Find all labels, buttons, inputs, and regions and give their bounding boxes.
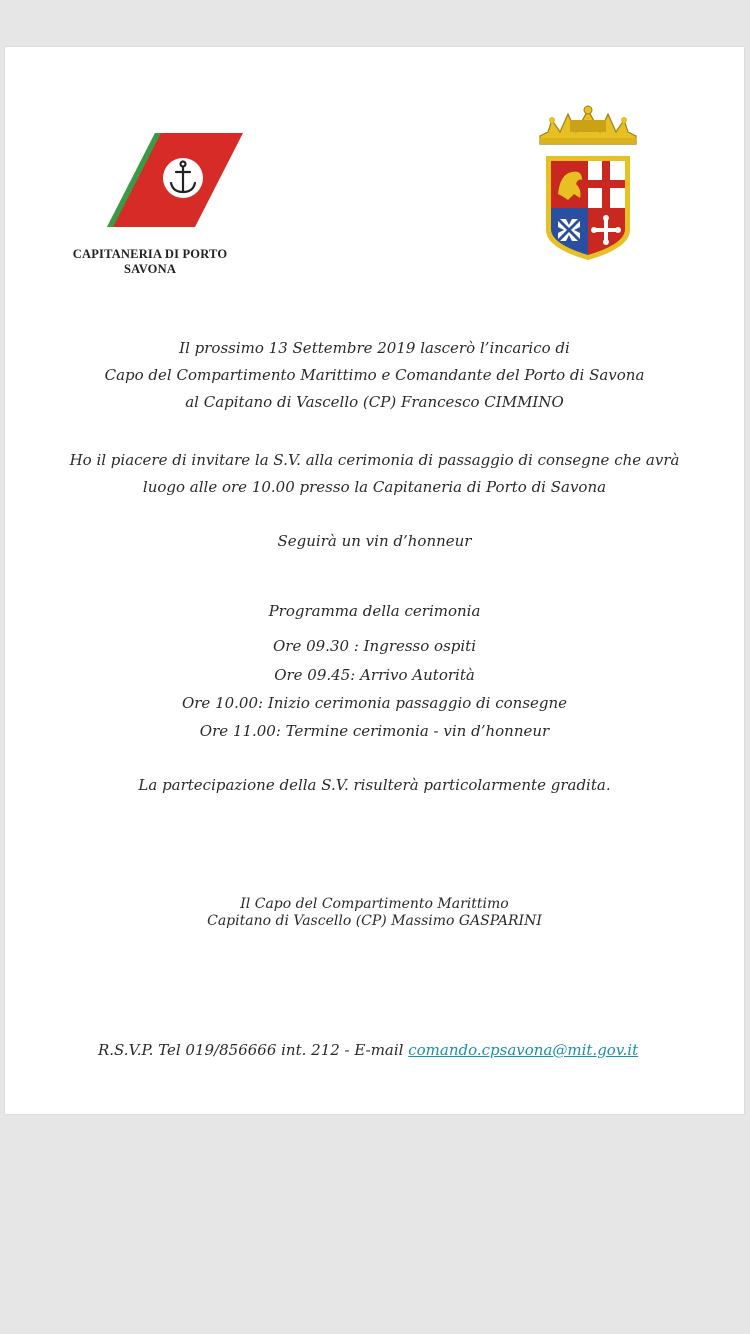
program-title: Programma della cerimonia xyxy=(268,602,481,620)
invitation-line-2: luogo alle ore 10.00 presso la Capitaneria di Porto di Savona xyxy=(142,478,607,496)
rsvp-line xyxy=(98,1041,638,1059)
naval-coat-of-arms-icon xyxy=(532,102,644,262)
invitation-line-1: Ho il piacere di invitare la S.V. alla cerimonia di passaggio di consegne che avrà xyxy=(69,451,680,469)
coast-guard-caption xyxy=(45,247,255,277)
program-item: Ore 09.45: Arrivo Autorità xyxy=(274,666,475,684)
intro-line-3: al Capitano di Vascello (CP) Francesco CIMMINO xyxy=(185,393,564,411)
program-item: Ore 11.00: Termine cerimonia - vin d’honneur xyxy=(199,722,550,740)
rsvp-email-link[interactable]: comando.cpsavona@mit.gov.it xyxy=(408,1041,639,1059)
signature-line-1: Il Capo del Compartimento Marittimo xyxy=(240,896,509,912)
rsvp-text: R.S.V.P. Tel 019/856666 int. 212 - E-mail xyxy=(98,1041,404,1059)
closing-line: La partecipazione della S.V. risulterà particolarmente gradita. xyxy=(138,776,611,794)
signature-line-2: Capitano di Vascello (CP) Massimo GASPARINI xyxy=(207,913,542,929)
intro-line-1: Il prossimo 13 Settembre 2019 lascerò l’incarico di xyxy=(179,339,570,357)
anchor-stripe-logo-icon xyxy=(105,131,245,227)
caption-line-1: CAPITANERIA DI PORTO xyxy=(72,247,228,261)
intro-line-2: Capo del Compartimento Marittimo e Comandante del Porto di Savona xyxy=(104,366,645,384)
coast-guard-logo xyxy=(105,131,245,231)
caption-line-2: SAVONA xyxy=(123,262,177,276)
program-item: Ore 09.30 : Ingresso ospiti xyxy=(272,637,477,655)
invitation-document xyxy=(5,47,744,1114)
reception-note: Seguirà un vin d’honneur xyxy=(277,532,472,550)
navy-crest xyxy=(532,102,644,266)
program-item: Ore 10.00: Inizio cerimonia passaggio di consegne xyxy=(181,694,568,712)
